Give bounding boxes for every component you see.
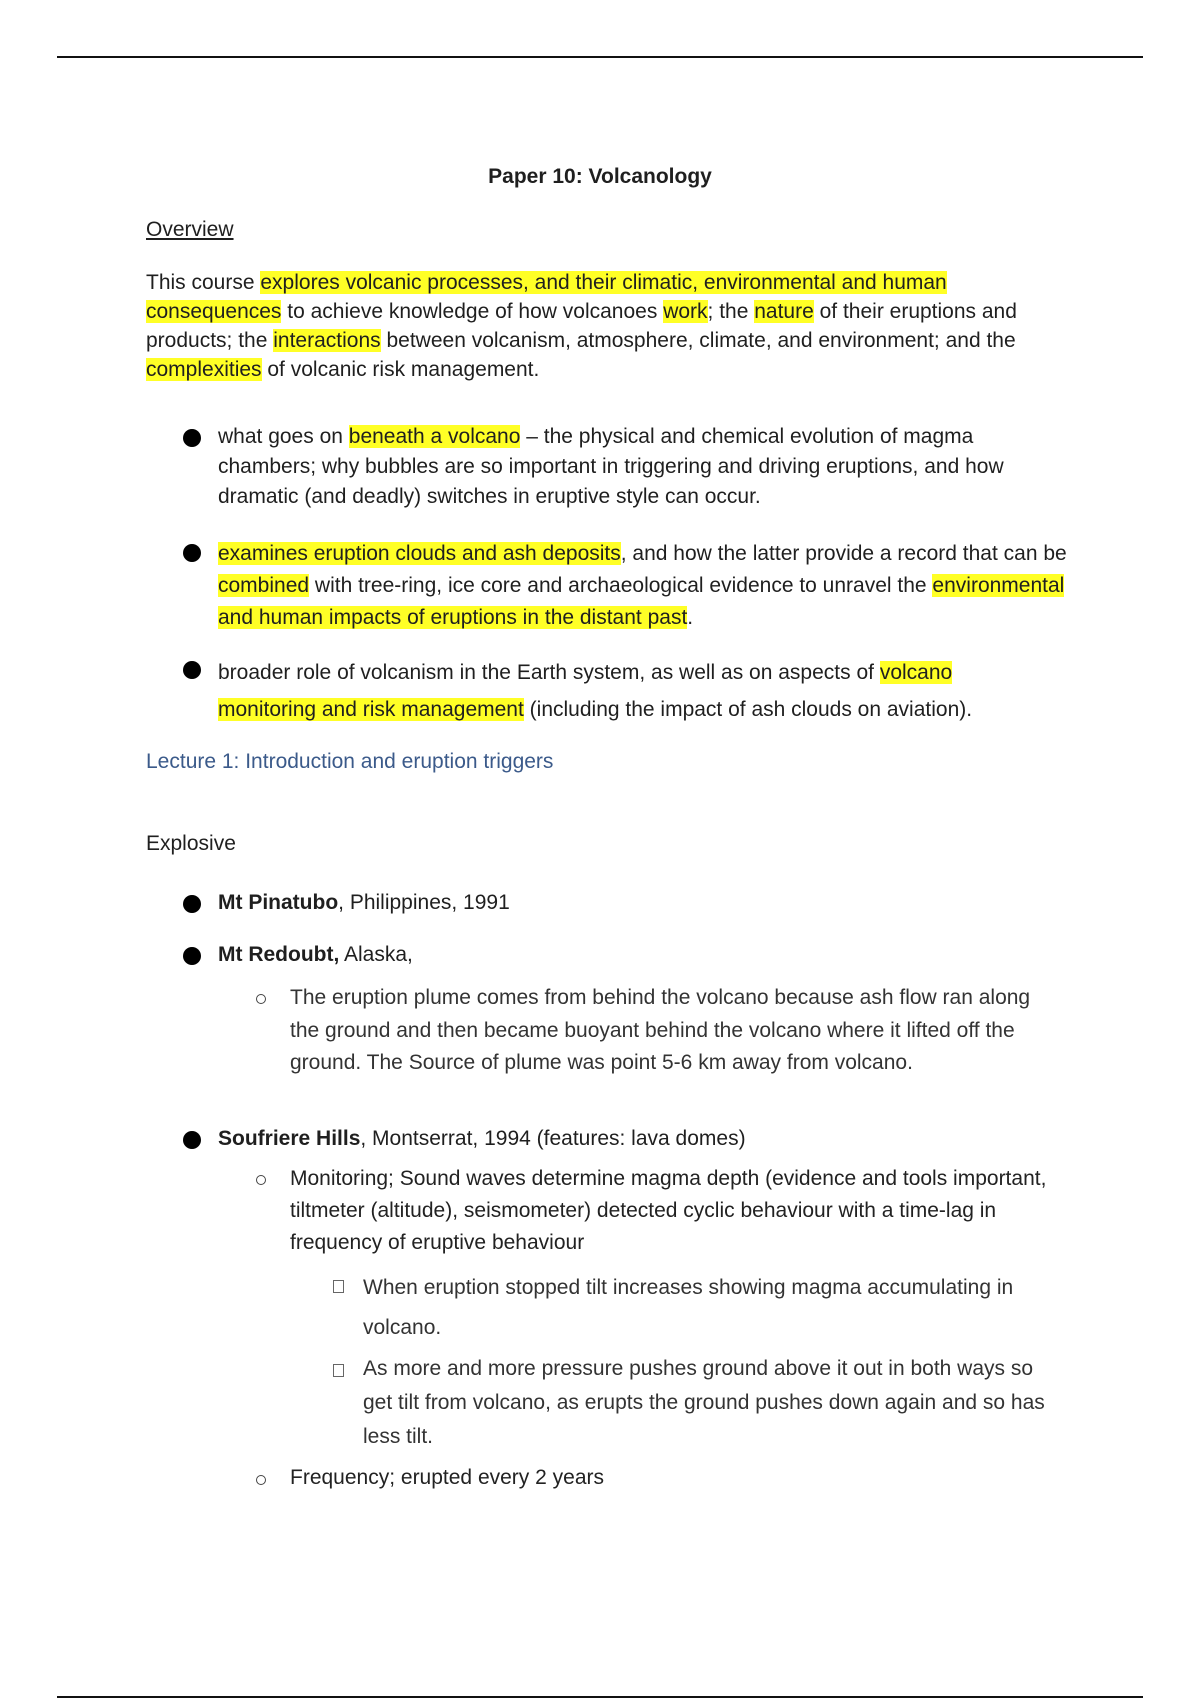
intro-paragraph [146,268,1066,384]
intro-text: of their eruptions and products; the [146,300,1017,352]
intro-text: between volcanism, atmosphere, climate, and environment; and the [380,329,1016,352]
frequency-note: Frequency; erupted every 2 years [290,1466,604,1489]
highlight: nature [754,300,814,323]
highlight: environmental and human impacts of eruptions in the distant past [218,574,1065,629]
redoubt-note: The eruption plume comes from behind the volcano because ash flow ran along the ground and then became buoyant behind the volcano where it lifted off the ground. The Source of plume was point 5-6 km away from volcano. [290,986,1031,1074]
volcano-name: Mt Redoubt, [218,943,340,966]
item-text: broader role of volcanism in the Earth system, as well as on aspects of [218,661,880,684]
volcano-details: , Philippines, 1991 [338,891,510,914]
list-item-soufriere [218,1124,746,1154]
highlight: examines eruption clouds and ash deposits [218,542,621,565]
bullet-icon [183,895,201,913]
highlight: explores volcanic processes, and their climatic, environmental and human consequences [146,271,947,323]
list-item-redoubt [218,940,413,970]
bullet-icon [183,947,201,965]
intro-text: ; the [707,300,755,323]
item-text: (including the impact of ash clouds on aviation). [523,698,973,721]
highlight: beneath a volcano [348,425,521,448]
circle-bullet-icon [256,994,266,1004]
circle-bullet-icon [256,1475,266,1485]
list-item-pinatubo [218,888,510,918]
lecture-heading: Lecture 1: Introduction and eruption triggers [146,750,554,773]
bullet-3-text [218,654,1048,728]
square-bullet-icon [333,1364,344,1377]
item-text: with tree-ring, ice core and archaeological evidence to unravel the [309,574,933,597]
highlight: interactions [273,329,381,352]
circle-bullet-icon [256,1175,266,1185]
intro-text: to achieve knowledge of how volcanoes [281,300,664,323]
volcano-details: Alaska, [339,943,413,966]
header-rule [57,56,1143,58]
item-text: , and how the latter provide a record that can be [620,542,1067,565]
item-text: – the physical and chemical evolution of magma chambers; why bubbles are so important in triggering and driving eruptions, and how dramatic (and deadly) switches in eruptive style can occur. [218,425,1004,508]
intro-text: This course [146,271,261,294]
bullet-icon [183,429,201,447]
volcano-details: , Montserrat, 1994 (features: lava domes) [360,1127,746,1150]
item-text: what goes on [218,425,349,448]
highlight: volcano monitoring and risk management [218,661,953,721]
volcano-name: Soufriere Hills [218,1127,361,1150]
footer-rule [57,1696,1143,1698]
bullet-icon [183,1131,201,1149]
page-title: Paper 10: Volcanology [488,165,712,188]
overview-heading: Overview [146,218,234,241]
bullet-2-text [218,538,1068,634]
highlight: complexities [146,358,262,381]
section-label: Explosive [146,832,236,855]
bullet-icon [183,661,201,679]
intro-text: of volcanic risk management. [261,358,540,381]
volcano-name: Mt Pinatubo [218,891,339,914]
bullet-icon [183,544,201,562]
tilt-point: As more and more pressure pushes ground above it out in both ways so get tilt from volcano, as erupts the ground pushes down again and so has less tilt. [363,1357,1045,1448]
highlight: combined [218,574,310,597]
bullet-1-text [218,422,1068,512]
item-text: . [687,606,694,629]
highlight: work [663,300,708,323]
square-bullet-icon [333,1280,344,1293]
monitoring-note: Monitoring; Sound waves determine magma depth (evidence and tools important, tiltmeter (altitude), seismometer) detected cyclic behaviour with a time-lag in frequency of eruptive behaviour [290,1167,1047,1254]
tilt-point: When eruption stopped tilt increases showing magma accumulating in volcano. [363,1276,1014,1339]
